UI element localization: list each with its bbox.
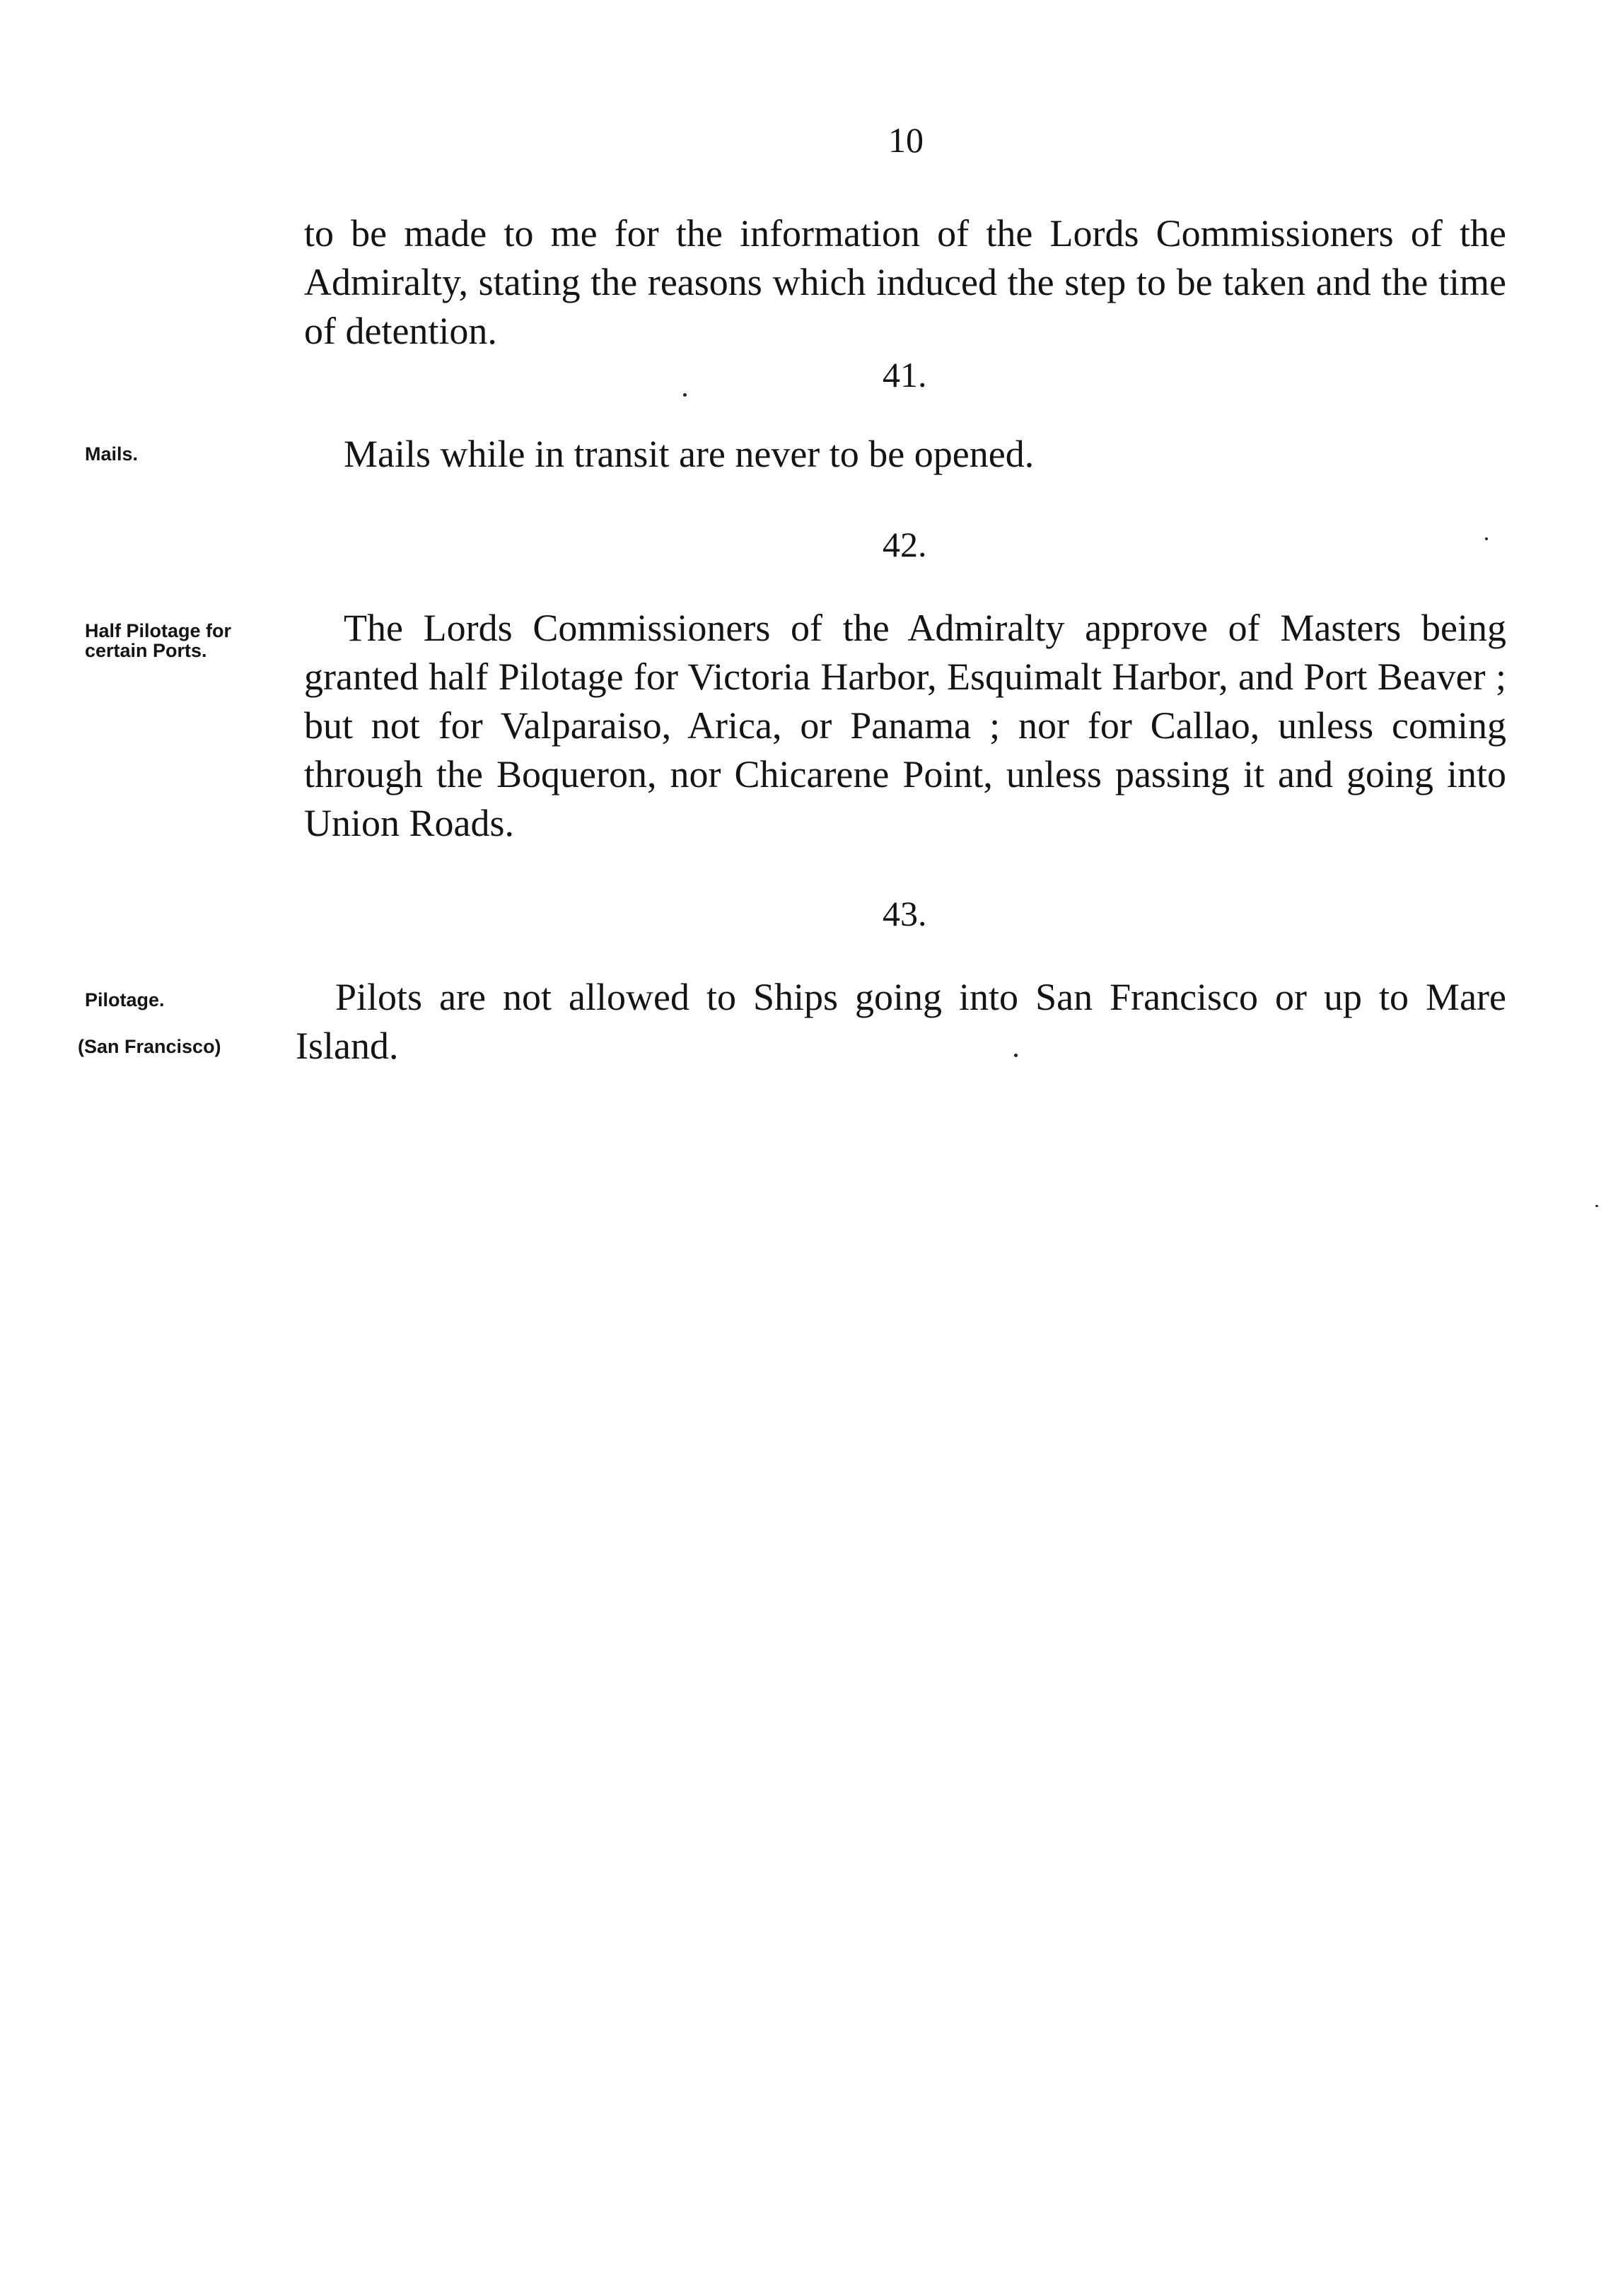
ink-speck — [1595, 1205, 1598, 1207]
margin-note-half-pilotage: Half Pilotage for certain Ports. — [85, 620, 232, 661]
page-number: 10 — [888, 120, 924, 160]
section-42-paragraph: The Lords Commissioners of the Admiralty approve of Masters being granted half Pilotage for Victoria Harbor, Esquimalt Harbor, and Port Beaver ; but not for Valparaiso, Arica, or Panama ; nor for Callao, unless coming through the Boqueron, nor Chicarene Point, unless passing it and going into Union Roads. — [304, 607, 1506, 844]
section-41-paragraph: Mails while in transit are never to be opened. — [344, 433, 1035, 475]
margin-note-pilotage: Pilotage. — [85, 989, 165, 1010]
margin-note-san-francisco: (San Francisco) — [78, 1036, 221, 1057]
margin-note-mails: Mails. — [85, 443, 139, 465]
continuation-paragraph: to be made to me for the information of the Lords Commissioners of the Admiralty, stating the reasons which induced the step to be taken and the time of detention. — [304, 212, 1506, 352]
ink-speck — [1485, 537, 1488, 540]
ink-speck — [1014, 1054, 1018, 1057]
section-number-41: 41. — [883, 355, 927, 395]
section-43-paragraph: Pilots are not allowed to Ships going into San Francisco or up to Mare Island. — [296, 976, 1506, 1067]
section-number-42: 42. — [883, 525, 927, 564]
ink-speck — [683, 393, 687, 397]
section-number-43: 43. — [883, 894, 927, 933]
